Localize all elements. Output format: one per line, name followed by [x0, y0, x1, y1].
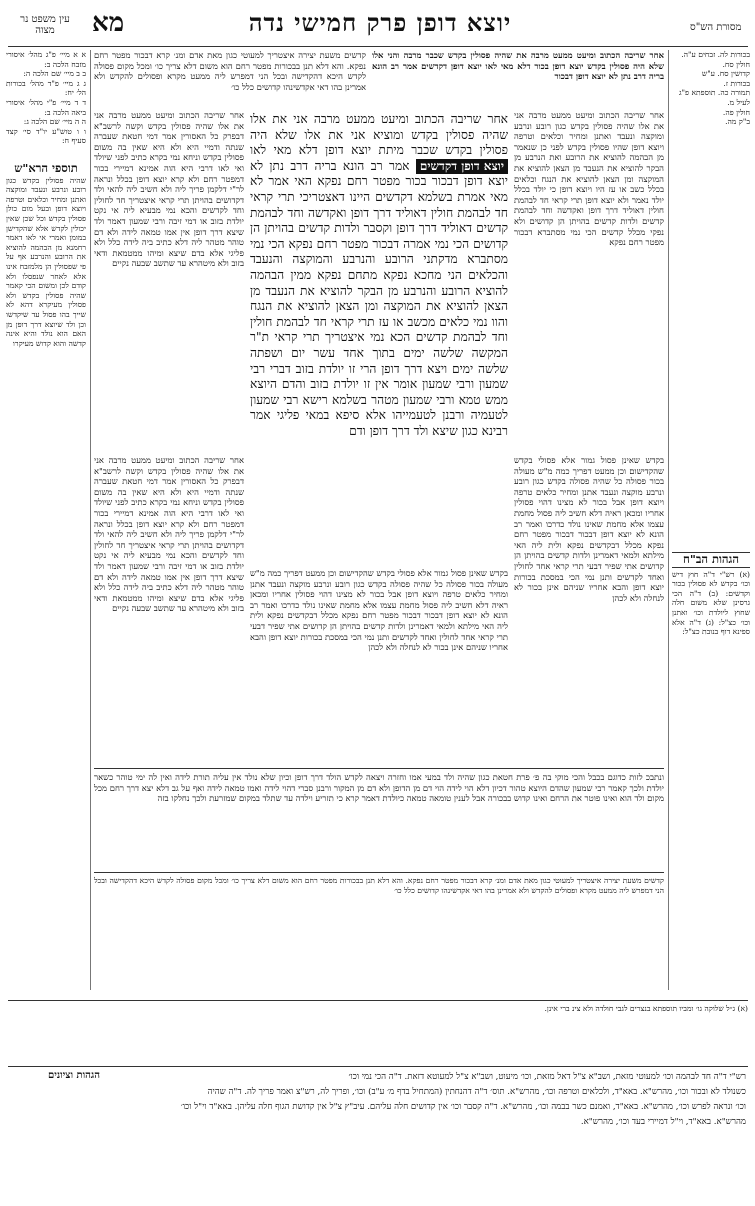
ein-mishpat-line: ב ב מיי׳ שם הלכה ה: [23, 69, 86, 79]
footer-line: רש"י ד"ה חד לבהמה וכו׳ למעוטי מזאת, ושב"א צ"ל דאל מזאת, וכו׳ מיעוט, ושב"א צ"ל למעוטא דזאת. ד"ה הכי נמי וכו׳ [348, 1072, 746, 1082]
masoret-label: מסורת הש"ס [690, 22, 742, 33]
lower-center-commentary [250, 568, 508, 764]
tosafot-cont-text: אחר שריבה הכתוב ומיעט ממעט מרבה אני את אלו שהיה פסולין בקדש וקשה לרשב"א דבפרק כל האסורין אמר דמי חטאת שעברה שנתה ודמיי היא ולא היא שאין בה משום פסולין בקדש וניחא נמי בקרא כתיב לפני שיולד ואי לאו דרבי היא הוה אמינא דמיירי בכור דמפטר רחם ולא קרא יוצא דופן בכלל ונראה לר"י דלקמן פריך ליה ולא חשיב ליה להאי ולד דקדושים בהויתן תרי קראי איצטריך חד לחולין וחד לקדשים והכא נמי מבעיא ליה אי נקט יולדת בזוב או דמי זיבה ורבי שמעון דאמר ולד שיצא דרך דופן אין אמו טמאה לידה ולא דם טוהר מטהר ליה דלא כתיב ביה לידה כלל ולא פליגי אלא בדם שיצא ומיהו ממטמאת ודאי בזוב ולא מיטהרא עד שתשב שבעה נקיים [94, 455, 244, 614]
ein-mishpat-line: ו ו טוש"ע יו"ד סי׳ קצד סעיף ח: [6, 126, 86, 146]
lower-divider [94, 768, 664, 769]
gemara-main-text [250, 112, 508, 562]
tosafot-harosh-column [6, 160, 86, 990]
tosafot-harosh-text: שהיה פסולין בקדש כגון רובע ונרבע ונעבד ומוקצה ואתנן ומחיר וכלאים וטרפה ויוצא דופן ובעל מום כולן פסולין בקדש וכל שכן שאין יכולין לקדש אלא שהקדישן במומן ואמרי אי לאו דאמר רחמנא מן הבהמה להוציא את הרובע והנרבע אף על פי שפסולין הן מלמזבח אינו אלא לאחר שנפסלו ולא קודם לכן ומשום הכי קאמר שהיה פסולין בקדש ולא פסולין מעיקרא דהא לא שייך בהו פסול עד שיקדשו וכן ולד שיוצא דרך דופן מן האם הוא נולד והיא אינה קדשה והוא קדוש מעיקרו [6, 175, 86, 348]
page-header [0, 6, 755, 46]
footnote-line-divider [8, 1000, 748, 1001]
rashi-text: אחר שריבה הכתוב ומיעט ממעט מרבה אני את אלו שהיה פסולין בקדש כגון רובע ונרבע ומוקצה ונעבד ואתנן ומחיר וכלאים וטרפה ויוצא דופן שהיו פסולין בקדש לפני כן שנאמר מן הבהמה להוציא את הרובע ואת הנרבע מן הבקר להוציא את הנעבד מן הצאן להוציא את המוקצה ומן הצאן להוציא את הנגח וכלאים בכלל כשב או עז היו ויוצא דופן כי יולד בכלל יולד נאמר ולא יוצא דופן תרי קראי חד לבהמת חולין דאוליד דרך דופן ואקדשה וחד לבהמת קדשים ולדות קדשים בהויתן הן קדושים ולא נפקי מכלל קדשים הכי נמי מסתברא דבכור מפטר רחם נפקא [514, 110, 664, 248]
footnote-line [8, 1004, 748, 1018]
hagahot-bach-column [672, 548, 750, 988]
hagahot-bach-text: (א) רש"י ד"ה חוץ דיש וכו׳ בקדש לא פסולין בכור וקדשים: (ב) ד"ה הכי גרסינן שלא משום חלה שחוץ ליולדת וכו׳ ואתנן וכו׳ כצ"ל: (ג) ד"ה אלא ספינא דוף בנובת כצ"ל: [672, 569, 750, 637]
ein-mishpat-column [6, 50, 86, 150]
gemara-intro: אחר שריבה הכתוב ומיעט ממעט מרבה אני את אלו שהיה פסולין בקדש ומוציא אני את אלו שלא היה פסולין בקדש שכבר מיתת יוצא דופן דלא מאי לאו [250, 112, 508, 158]
footnote-box-text: קדשים משעת יצירה איצטריך למעוטי כגון מאת אדם ומנ׳ קרא דבכור מפטר רחם נפקא. והא דלא תנן בבכורות מפטר רחם הוא משום דלא צריך כו׳ ומכל מקום פסולה לקדש היכא דהקדישה ובכל הני דמפרש ליה ממעט מקרא ופסולים להקדש ולא אמרינן בהו דאי אקדשינהו קדושים כלל כו׳ [94, 876, 664, 895]
footer-title: הגהות וציונים [47, 1070, 100, 1081]
footer-divider [8, 1066, 748, 1067]
tosafot-continuation-col [94, 455, 244, 760]
tosafot-continuation: קדשים משעת יצירה איצטריך למעוטי כגון מאת אדם ומנ׳ קרא דבכור מפטר רחם נפקא. והא דלא תנן בבכורות מפטר רחם הוא משום דלא צריך כו׳ ומכל מקום פסולה לקדש היכא דהקדישה ובכל הני דמפרש ליה ממעט מקרא ופסולים להקדש ולא אמרינן בהו דאי אקדשינהו קדושים כלל כו׳ [94, 50, 366, 92]
upper-band-left [94, 50, 366, 110]
header-divider [8, 46, 748, 47]
footer-notes [106, 1070, 746, 1150]
ein-mishpat-line: ה ה מיי׳ שם הלכה ג: [23, 117, 86, 127]
page-title: יוצא דופן פרק חמישי נדה [248, 8, 512, 37]
footnote-box-divider [94, 872, 664, 873]
masoret-line: תמורה כה. תוספתא פ"ג [679, 88, 750, 98]
ein-mishpat-line: א א מיי׳ פ"ג מהל׳ איסורי מזבח הלכה ב: [6, 50, 86, 69]
footer-line: וכו׳ ונראה לפרש וכו׳, מהרש"א. באא"ד, ואמנם כשר בבמה וכו׳, מהרש"א. ד"ה קסבר וכו׳ אין קדושים חלה עליהם. עיב"ץ צ"ל אין קדושת הגוף חלה עליהן. באא"ד וי"ל וכו׳ [180, 1102, 746, 1112]
lower-center-text: בקדש שאינן פסול גמור אלא פסולי בקדש שהקדישום וכן ממעט דפריך כמה מ"ש מעולה בכור פסולה כל שהיה פסולה בקדש כגון רובע ונרבע מוקצה ונעבד אתנן ומחיר כלאים טרפה ויוצא דופן אבל בכור לא מצינו דהוי פסולין אחריו ומכאן ראיה דלא חשיב ליה פסול מחמת עצמו אלא מחמת שאינו נולד כדרכו ואמר רב הונא לא יוצא דופן דבכור דבכור מפטר רחם נפקא מכלל דבקדשים נפקא ולית ליה האי מילתא ולמאי דאמרינן ולדות קדשים בהויתן הן קדושים אתי שפיר דבעי תרי קראי אחד לחולין ואחד לקדשים ותנן נמי הכי במסכת בכורות יוצא דופן והבא אחריו שניהם אינן בכור לא לנחלה ולא לכהן [250, 568, 508, 653]
footnote-line-text: (א) ג״ל שלוקה גו׳ ומביו תוספתא בנצרים לגבי חולדה ולא צינ ברי אינן. [544, 1004, 748, 1013]
tosafot-column [94, 110, 244, 450]
footer-line: מהרש"א. באא"ד, וי"ל דמיירי בעד וכו׳, מהרש"א. [580, 1117, 746, 1127]
dibur-hamatchil-badge: יוצא דופן דקדשים [416, 159, 508, 175]
footnote-box [94, 876, 664, 986]
bottom-commentary [94, 772, 664, 868]
gemara-body: אמר רב הונא בריה דרב נתן לא יוצא דופן דבכור בכור מפטר רחם נפקא האי אמר לא מאי אמרת בשלמא דקדשים היינו דאצטריכי תרי קראי חד לבהמת חולין דאוליד דרך דופן ואקדשה וחד לבהמת קדשים דאוליד דרך דופן וקסבר ולדות קדשים בהויתן הן קדושים הכי נמי אמרה דבכור מפטר רחם נפקא הכי נמי מסתברא מדקתני הרובע והנרבע והמוקצה והנעבד והכלאים הני מחכא נפקא מתחם נפקא ממין הבהמה להוציא הרובע והנרבע מן הבקר להוציא את הנעבד מן הצאן להוציא את המוקצה ומן הצאן להוציא את הנגח והוו נמי כלאים מכשב או עז תרי קראי חד לבהמת חולין וחד לבהמת קדשים הכא נמי איצטריך תרי קראי ת"ר המקשה שלשה ימים בתוך אחד עשר יום ושפתה שלשה ימים ויצא דרך דופן הרי זו יולדת בזוב דברי רבי שמעון ורבי שמעון אומר אין זו יולדת בזוב והדם היוצא ממש טמא ורבי שמעון מטהר בשלמא רישא רבי שמעון לטעמיה ורבנן לטעמייהו אלא סיפא במאי פליגי אמר רבינא כגון שיצא ולד דרך דופן ודם [250, 158, 508, 438]
masoret-line: בכורות לה. זבחים ע"ה. [681, 50, 750, 59]
masoret-line: לעיל מ. [727, 97, 750, 107]
rashi-cont-text: בקדש שאינן פסול גמור אלא פסולי בקדש שהקדישום וכן ממעט דפריך כמה מ"ש מעולה בכור פסולה כל שהיה פסולה בקדש כגון רובע ונרבע מוקצה ונעבד אתנן ומחיר כלאים טרפה ויוצא דופן אבל בכור לא מצינו דהוי פסולין אחריו ומכאן ראיה דלא חשיב ליה פסול מחמת עצמו אלא מחמת שאינו נולד כדרכו ואמר רב הונא לא יוצא דופן דבכור דבכור מפטר רחם נפקא מכלל דבקדשים נפקא ולית ליה האי מילתא ולמאי דאמרינן ולדות קדשים בהויתן הן קדושים אתי שפיר דבעי תרי קראי אחד לחולין ואחד לקדשים ותנן נמי הכי במסכת בכורות יוצא דופן והבא אחריו שניהם אינן בכור לא לנחלה ולא לכהן [514, 455, 664, 603]
rashi-continuation [514, 455, 664, 760]
masoret-line: בכורות ז. [723, 78, 750, 88]
ein-mishpat-line: ג ג מיי׳ פ"ד מהל׳ בכורות הל׳ יח: [6, 78, 86, 98]
hagahot-bach-title: הגהות הב"ח [672, 552, 750, 568]
masoret-line: חולין סח. [722, 59, 750, 69]
footer-line: כשנולד לא ובכור וכו׳, מהרש"א. באא"ד, ולכלאים וטרפה וכו׳, מהרש"א. תוס׳ ד"ה דהנחתין (המתחיל בדף מ׳ ע"ב) וכו׳, ופריך לה, רש"צ ואמר פריך לה. ד"ה שהיה [207, 1087, 746, 1097]
right-margin-divider [668, 50, 669, 990]
ein-mishpat-label: עין משפט נר מצוה [20, 14, 70, 36]
masoret-line: ב"ק מה. [725, 117, 750, 127]
page-number: מא [92, 8, 125, 38]
masoret-column [672, 50, 750, 520]
ein-mishpat-line: ד ד מיי׳ פ"י מהל׳ איסורי ביאה הלכה ב: [6, 97, 86, 117]
upper-band-right [372, 50, 664, 110]
masoret-line: קדושין סח. ע"ש [701, 69, 750, 79]
tosafot-text: אחר שריבה הכתוב ומיעט ממעט מרבה אני את אלו שהיה פסולין בקדש וקשה לרשב"א דבפרק כל האסורין אמר דמי חטאת שעברה שנתה ודמיי היא ולא היא שאין בה משום פסולין בקדש וניחא נמי בקרא כתיב לפני שיולד ואי לאו דרבי היא הוה אמינא דמיירי בכור דמפטר רחם ולא קרא יוצא דופן בכלל ונראה לר"י דלקמן פריך ליה ולא חשיב ליה להאי ולד דקדושים בהויתן תרי קראי איצטריך חד לחולין וחד לקדשים והכא נמי מבעיא ליה אי נקט יולדת בזוב או דמי זיבה ורבי שמעון דאמר ולד שיצא דרך דופן אין אמו טמאה לידה ולא דם טוהר מטהר ליה דלא כתיב ביה לידה כלל ולא פליגי אלא בדם שיצא ומיהו ממטמאת ודאי בזוב ולא מיטהרא עד שתשב שבעה נקיים [94, 110, 244, 269]
bottom-commentary-text: ונתבכ לזות כדוגם בכבל והכי מוקי בה פ׳ פרת חטאת כגון שהיה ולד במעי אמו וחזרה ויצאה לקדש הולד דרך דופן וכיון שלא נולד אין עליה תורת לידה ואין לה ימי טוהר כשאר יולדת ולכך קאמר רבי שמעון שהדם היוצא טהור דכיון דלא הוי לידה הוי דם מן הדופן ולא דם מן המקור ורבנן סברי דהוי לידה ואמו טמאה לידה ואף על גב דלא יצא דרך רחם מכל מקום ולד הוא ואינו פוטר את הרחם ואינו קדוש בבכורה אבל לענין טומאה טמאה כיולדת דאמר קרא כי תזריע וילדה עד שתלד במקום שמזרעת ולכך נחלקו בזה [94, 772, 664, 804]
tosafot-harosh-title: תוספי הרא"ש [14, 161, 78, 175]
upper-band-text: אחר שריבה הכתוב ומיעט ממעט מרבה את שהיה פסולין בקדש שכבר מרבה והני אלו שלא היה פסולין בקדש יוצא דופן בכור דלא מאי לאו יוצא דופן דקדשים אמר רב הונא בריה דרב נתן לא יוצא דופן דבכור [372, 50, 664, 82]
masoret-line: חולין פה. [722, 107, 750, 117]
rashi-column [514, 110, 664, 450]
left-margin-divider [90, 50, 91, 990]
